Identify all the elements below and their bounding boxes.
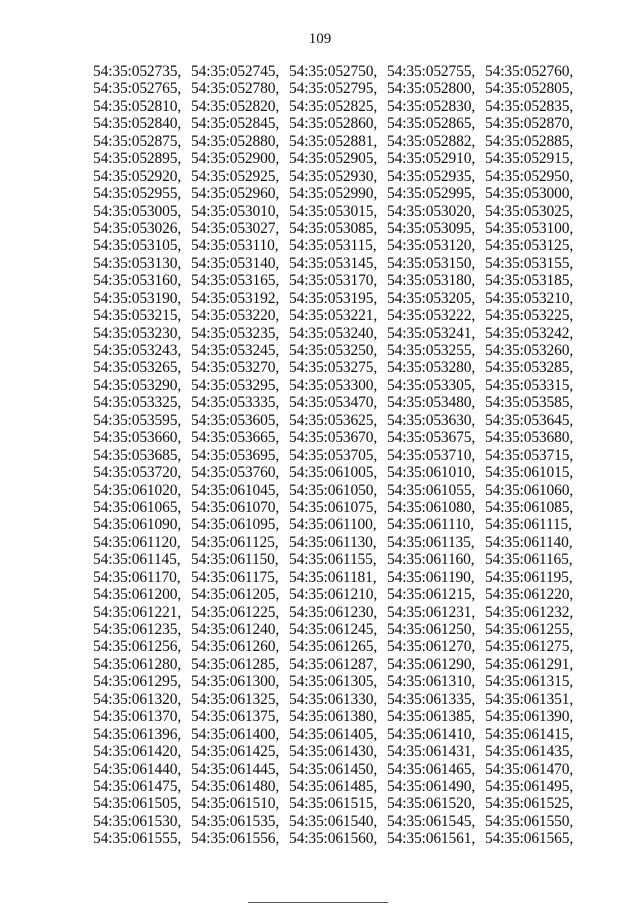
cadastral-number: 54:35:053225, [485,307,574,325]
cadastral-number: 54:35:061255, [485,621,574,638]
cadastral-number: 54:35:061135, [387,533,475,551]
cadastral-number: 54:35:053275, [289,359,378,377]
cadastral-number: 54:35:052860, [289,115,378,133]
cadastral-number: 54:35:061125, [191,533,279,551]
cadastral-number: 54:35:053205, [387,289,476,307]
cadastral-number: 54:35:061285, [191,655,280,673]
cadastral-number: 54:35:061287, [289,655,378,673]
cadastral-number: 54:35:061405, [289,725,378,743]
cadastral-number: 54:35:053192, [191,289,280,307]
cadastral-number: 54:35:053010, [191,202,280,220]
cadastral-number: 54:35:053015, [289,202,378,220]
cadastral-number: 54:35:061425, [191,743,280,761]
cadastral-number: 54:35:053140, [191,254,280,272]
cadastral-number: 54:35:052905, [289,150,378,168]
cadastral-number: 54:35:061330, [289,690,378,708]
cadastral-number: 54:35:061415, [485,725,574,743]
cadastral-number: 54:35:053665, [191,429,280,447]
cadastral-number: 54:35:053125, [485,237,574,255]
cadastral-number: 54:35:061250, [387,621,476,638]
cadastral-number: 54:35:053285, [485,359,574,377]
cadastral-number: 54:35:061095, [191,516,280,534]
cadastral-number: 54:35:053325, [93,394,182,412]
cadastral-number: 54:35:061280, [93,655,182,673]
cadastral-number: 54:35:061080, [387,498,476,516]
cadastral-number: 54:35:053155, [485,254,574,272]
cadastral-number: 54:35:052910, [387,150,476,168]
cadastral-number: 54:35:053255, [387,342,476,359]
cadastral-number: 54:35:052950, [485,167,574,185]
cadastral-number: 54:35:053470, [289,394,378,412]
cadastral-number: 54:35:053027, [191,219,280,237]
cadastral-number: 54:35:052885, [485,132,574,150]
cadastral-number: 54:35:052840, [93,115,182,133]
cadastral-number: 54:35:052835, [485,97,574,115]
cadastral-number: 54:35:061485, [289,777,378,795]
cadastral-number: 54:35:061170, [93,568,181,586]
cadastral-number: 54:35:061555, [93,830,182,848]
cadastral-number: 54:35:061265, [289,638,378,656]
cadastral-number: 54:35:053221, [289,307,378,325]
cadastral-number: 54:35:052935, [387,167,476,185]
cadastral-number: 54:35:061010, [387,464,476,482]
cadastral-number: 54:35:061435, [485,743,574,761]
cadastral-number: 54:35:061290, [387,655,476,673]
cadastral-number: 54:35:061335, [387,690,476,708]
cadastral-number: 54:35:052995, [387,185,476,203]
cadastral-number: 54:35:061260, [191,638,280,656]
cadastral-number: 54:35:061215, [387,586,476,604]
cadastral-number: 54:35:053695, [191,446,280,464]
cadastral-number: 54:35:061275, [485,638,574,656]
cadastral-number: 54:35:052880, [191,132,280,150]
cadastral-number: 54:35:061465, [387,760,476,778]
cadastral-number: 54:35:061315, [485,673,574,691]
cadastral-number: 54:35:061370, [93,708,182,726]
cadastral-number: 54:35:061520, [387,795,476,813]
cadastral-number: 54:35:052870, [485,115,574,133]
cadastral-number: 54:35:052795, [289,80,378,98]
cadastral-number: 54:35:061110, [387,516,474,534]
cadastral-number: 54:35:061300, [191,673,280,691]
cadastral-number: 54:35:061150, [191,551,279,569]
cadastral-number: 54:35:061130, [289,533,377,551]
cadastral-number-list [93,63,583,848]
cadastral-number: 54:35:052930, [289,167,378,185]
cadastral-number: 54:35:053160, [93,272,182,290]
cadastral-number: 54:35:061240, [191,621,280,638]
cadastral-number: 54:35:061020, [93,481,182,499]
cadastral-number: 54:35:061375, [191,708,280,726]
cadastral-number: 54:35:052960, [191,185,280,203]
cadastral-number: 54:35:053335, [191,394,280,412]
cadastral-number: 54:35:061050, [289,481,378,499]
cadastral-number: 54:35:052915, [485,150,574,168]
cadastral-number: 54:35:053230, [93,324,182,342]
cadastral-number: 54:35:061190, [387,568,475,586]
cadastral-number: 54:35:061396, [93,725,182,743]
cadastral-number: 54:35:053085, [289,219,378,237]
cadastral-number: 54:35:052805, [485,80,574,98]
cadastral-number: 54:35:053115, [289,237,377,255]
cadastral-number: 54:35:053130, [93,254,182,272]
cadastral-number: 54:35:061225, [191,603,280,621]
cadastral-number: 54:35:061231, [387,603,476,621]
cadastral-number: 54:35:061220, [485,586,574,604]
cadastral-number: 54:35:061310, [387,673,476,691]
cadastral-number: 54:35:061160, [387,551,475,569]
cadastral-number: 54:35:052760, [485,63,574,80]
cadastral-number: 54:35:061530, [93,812,182,830]
cadastral-number: 54:35:052925, [191,167,280,185]
cadastral-number: 54:35:061145, [93,551,181,569]
cadastral-number: 54:35:061560, [289,830,378,848]
cadastral-number: 54:35:053715, [485,446,574,464]
cadastral-number: 54:35:053685, [93,446,182,464]
cadastral-number: 54:35:053185, [485,272,574,290]
cadastral-number: 54:35:061420, [93,743,182,761]
cadastral-number: 54:35:053305, [387,376,476,394]
page-number: 109 [308,31,332,47]
cadastral-number: 54:35:061470, [485,760,574,778]
cadastral-number: 54:35:061291, [485,655,574,673]
cadastral-number: 54:35:061390, [485,708,574,726]
cadastral-number: 54:35:061245, [289,621,378,638]
cadastral-number: 54:35:061120, [93,533,181,551]
cadastral-number: 54:35:061351, [485,690,574,708]
cadastral-number: 54:35:053660, [93,429,182,447]
cadastral-number: 54:35:061155, [289,551,377,569]
cadastral-number: 54:35:053190, [93,289,182,307]
cadastral-number: 54:35:053270, [191,359,280,377]
cadastral-number: 54:35:053720, [93,464,182,482]
cadastral-number: 54:35:061232, [485,603,574,621]
cadastral-number: 54:35:053250, [289,342,378,359]
cadastral-number: 54:35:053242, [485,324,574,342]
cadastral-number: 54:35:053210, [485,289,574,307]
cadastral-number: 54:35:061305, [289,673,378,691]
cadastral-number: 54:35:061140, [485,533,573,551]
cadastral-number: 54:35:052830, [387,97,476,115]
cadastral-number: 54:35:053240, [289,324,378,342]
cadastral-number: 54:35:061070, [191,498,280,516]
cadastral-number: 54:35:052875, [93,132,182,150]
cadastral-number: 54:35:053710, [387,446,476,464]
cadastral-number: 54:35:061565, [485,830,574,848]
cadastral-number: 54:35:053265, [93,359,182,377]
cadastral-number: 54:35:052895, [93,150,182,168]
cadastral-number: 54:35:053675, [387,429,476,447]
cadastral-number: 54:35:061256, [93,638,182,656]
cadastral-number: 54:35:053625, [289,411,378,429]
cadastral-number: 54:35:061045, [191,481,280,499]
cadastral-number: 54:35:053000, [485,185,574,203]
cadastral-number: 54:35:061060, [485,481,574,499]
cadastral-number: 54:35:061445, [191,760,280,778]
cadastral-number: 54:35:052881, [289,132,378,150]
cadastral-number: 54:35:053585, [485,394,574,412]
cadastral-number: 54:35:061115, [485,516,572,534]
cadastral-number: 54:35:053595, [93,411,182,429]
cadastral-number: 54:35:052810, [93,97,182,115]
cadastral-number: 54:35:061380, [289,708,378,726]
cadastral-number: 54:35:052750, [289,63,378,80]
cadastral-number: 54:35:061235, [93,621,182,638]
cadastral-number: 54:35:061525, [485,795,574,813]
cadastral-number: 54:35:061556, [191,830,280,848]
bottom-divider [248,902,388,903]
cadastral-number: 54:35:061535, [191,812,280,830]
cadastral-number: 54:35:061175, [191,568,279,586]
cadastral-number: 54:35:061400, [191,725,280,743]
cadastral-number: 54:35:061270, [387,638,476,656]
cadastral-number: 54:35:053680, [485,429,574,447]
cadastral-number: 54:35:061295, [93,673,182,691]
cadastral-number: 54:35:052865, [387,115,476,133]
cadastral-number: 54:35:061450, [289,760,378,778]
cadastral-number: 54:35:061540, [289,812,378,830]
cadastral-number: 54:35:061055, [387,481,476,499]
cadastral-number: 54:35:052765, [93,80,182,98]
cadastral-number: 54:35:061410, [387,725,476,743]
cadastral-number: 54:35:061075, [289,498,378,516]
cadastral-number: 54:35:061490, [387,777,476,795]
cadastral-number: 54:35:053245, [191,342,280,359]
cadastral-number: 54:35:053005, [93,202,182,220]
cadastral-number: 54:35:053150, [387,254,476,272]
cadastral-number: 54:35:053645, [485,411,574,429]
cadastral-number: 54:35:061065, [93,498,182,516]
cadastral-number: 54:35:053280, [387,359,476,377]
cadastral-number: 54:35:053100, [485,219,574,237]
cadastral-number: 54:35:061495, [485,777,574,795]
cadastral-number: 54:35:061221, [93,603,182,621]
cadastral-number: 54:35:061230, [289,603,378,621]
cadastral-number: 54:35:053020, [387,202,476,220]
cadastral-number: 54:35:053145, [289,254,378,272]
cadastral-number: 54:35:061325, [191,690,280,708]
cadastral-number: 54:35:061205, [191,586,280,604]
cadastral-number: 54:35:052745, [191,63,280,80]
cadastral-number: 54:35:052882, [387,132,476,150]
cadastral-number: 54:35:053195, [289,289,378,307]
cadastral-number: 54:35:061320, [93,690,182,708]
cadastral-number: 54:35:053026, [93,219,182,237]
cadastral-number: 54:35:052755, [387,63,476,80]
cadastral-number: 54:35:052820, [191,97,280,115]
cadastral-number: 54:35:061561, [387,830,476,848]
cadastral-number: 54:35:053243, [93,342,182,359]
cadastral-number: 54:35:052955, [93,185,182,203]
cadastral-number: 54:35:053165, [191,272,280,290]
cadastral-number: 54:35:061475, [93,777,182,795]
cadastral-number: 54:35:052990, [289,185,378,203]
cadastral-number: 54:35:061510, [191,795,280,813]
cadastral-number: 54:35:061431, [387,743,476,761]
cadastral-number: 54:35:061005, [289,464,378,482]
cadastral-number: 54:35:061545, [387,812,476,830]
cadastral-number: 54:35:053760, [191,464,280,482]
cadastral-number: 54:35:053235, [191,324,280,342]
cadastral-number: 54:35:053120, [387,237,476,255]
cadastral-number: 54:35:053630, [387,411,476,429]
cadastral-number: 54:35:053260, [485,342,574,359]
cadastral-number: 54:35:053670, [289,429,378,447]
cadastral-number: 54:35:052800, [387,80,476,98]
cadastral-number: 54:35:061165, [485,551,573,569]
cadastral-number: 54:35:061200, [93,586,182,604]
cadastral-number: 54:35:061181, [289,568,377,586]
cadastral-number: 54:35:052900, [191,150,280,168]
cadastral-number: 54:35:061090, [93,516,182,534]
cadastral-number: 54:35:053025, [485,202,574,220]
cadastral-number: 54:35:052845, [191,115,280,133]
cadastral-number: 54:35:053222, [387,307,476,325]
cadastral-number: 54:35:061100, [289,516,377,534]
cadastral-number: 54:35:061550, [485,812,574,830]
cadastral-number: 54:35:053315, [485,376,574,394]
cadastral-number: 54:35:061015, [485,464,574,482]
cadastral-number: 54:35:053295, [191,376,280,394]
cadastral-number: 54:35:052825, [289,97,378,115]
cadastral-number: 54:35:053215, [93,307,182,325]
cadastral-number: 54:35:053095, [387,219,476,237]
cadastral-number: 54:35:053170, [289,272,378,290]
cadastral-number: 54:35:053290, [93,376,182,394]
cadastral-number: 54:35:052780, [191,80,280,98]
cadastral-number: 54:35:061210, [289,586,378,604]
cadastral-number: 54:35:061195, [485,568,573,586]
cadastral-number: 54:35:061085, [485,498,574,516]
cadastral-number: 54:35:053480, [387,394,476,412]
cadastral-number: 54:35:053241, [387,324,476,342]
cadastral-number: 54:35:061430, [289,743,378,761]
cadastral-number: 54:35:061440, [93,760,182,778]
cadastral-number: 54:35:061515, [289,795,378,813]
cadastral-number: 54:35:053605, [191,411,280,429]
cadastral-number: 54:35:052920, [93,167,182,185]
cadastral-number: 54:35:053300, [289,376,378,394]
cadastral-number: 54:35:061385, [387,708,476,726]
cadastral-number: 54:35:053220, [191,307,280,325]
cadastral-number: 54:35:053180, [387,272,476,290]
cadastral-number: 54:35:061480, [191,777,280,795]
cadastral-number: 54:35:053110, [191,237,279,255]
cadastral-number: 54:35:053105, [93,237,182,255]
cadastral-number: 54:35:053705, [289,446,378,464]
cadastral-number: 54:35:061505, [93,795,182,813]
cadastral-number: 54:35:052735, [93,63,182,80]
